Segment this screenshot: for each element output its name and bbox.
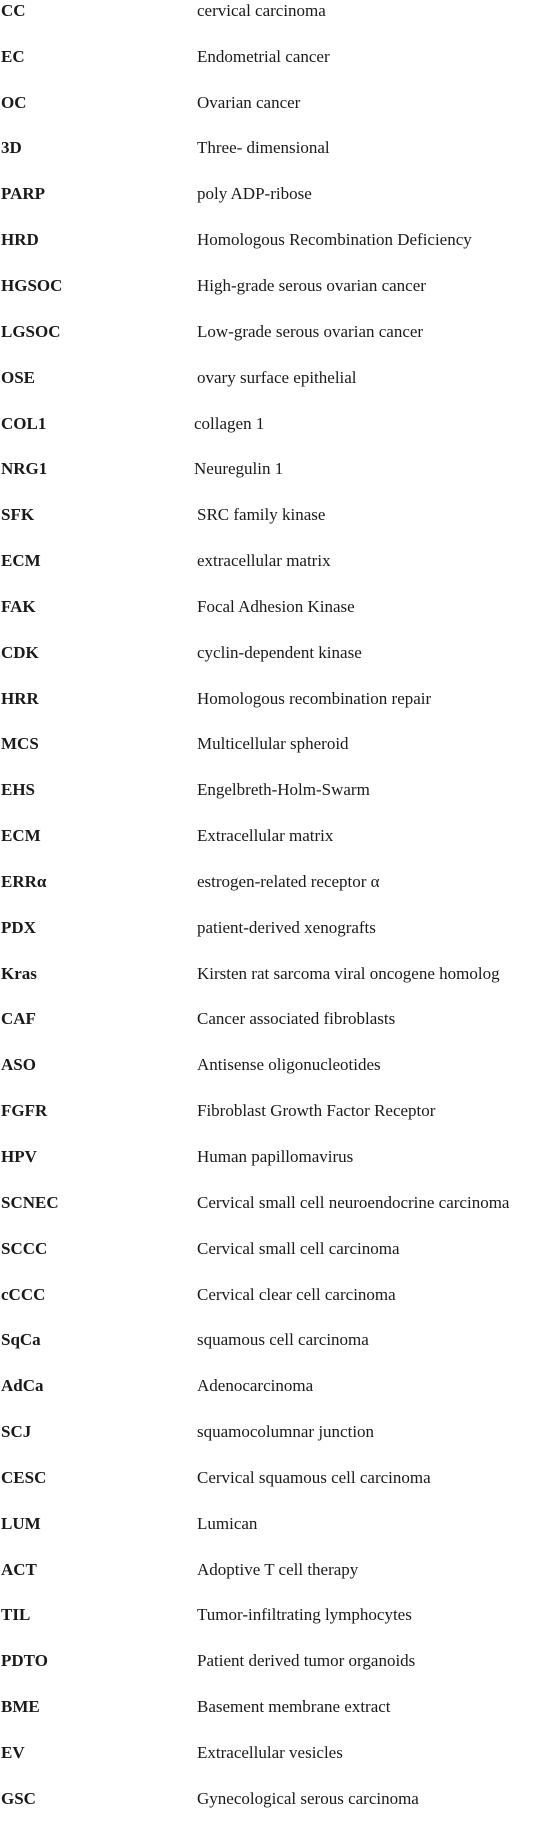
abbreviation-row	[0, 813, 558, 859]
abbreviation-row	[0, 126, 558, 172]
abbreviation-definition: Antisense oligonucleotides	[197, 1055, 381, 1075]
abbreviation-definition: extracellular matrix	[197, 551, 331, 571]
abbreviation-definition: Adoptive T cell therapy	[197, 1559, 359, 1579]
abbreviation-definition: squamocolumnar junction	[197, 1422, 375, 1442]
abbreviation-term: GSC	[1, 1788, 36, 1808]
abbreviation-definition: Low-grade serous ovarian cancer	[197, 321, 424, 341]
abbreviation-row	[0, 34, 558, 80]
abbreviation-definition: Extracellular matrix	[197, 826, 334, 846]
abbreviation-term: cCCC	[1, 1284, 46, 1304]
abbreviation-row	[0, 263, 558, 309]
abbreviation-term: PDX	[1, 917, 36, 937]
abbreviation-row	[0, 1180, 558, 1226]
abbreviation-term: SCNEC	[1, 1192, 59, 1212]
abbreviation-definition: Ovarian cancer	[197, 92, 301, 112]
abbreviation-term: EC	[1, 46, 25, 66]
abbreviation-row	[0, 905, 558, 951]
abbreviation-term: AdCa	[1, 1376, 44, 1396]
abbreviation-term: OC	[1, 92, 27, 112]
abbreviation-definition: Endometrial cancer	[197, 46, 330, 66]
abbreviation-term: FGFR	[1, 1101, 48, 1121]
abbreviation-row	[0, 1409, 558, 1455]
abbreviation-definition: Cervical small cell carcinoma	[197, 1238, 400, 1258]
abbreviation-term: ACT	[1, 1559, 37, 1579]
abbreviation-definition: Kirsten rat sarcoma viral oncogene homolog	[197, 963, 500, 983]
abbreviation-definition: Lumican	[197, 1513, 258, 1533]
abbreviation-term: EHS	[1, 780, 36, 800]
abbreviation-definition: Homologous Recombination Deficiency	[197, 230, 472, 250]
abbreviation-row	[0, 1776, 558, 1822]
abbreviation-term: HRD	[1, 230, 39, 250]
abbreviation-row	[0, 217, 558, 263]
abbreviation-row	[0, 1730, 558, 1776]
abbreviation-term: NRG1	[1, 459, 48, 479]
abbreviation-definition: Tumor-infiltrating lymphocytes	[197, 1605, 412, 1625]
abbreviation-term: PDTO	[1, 1651, 48, 1671]
abbreviation-row	[0, 1501, 558, 1547]
abbreviation-row	[0, 1272, 558, 1318]
abbreviation-definition: Homologous recombination repair	[197, 688, 432, 708]
abbreviation-definition: Basement membrane extract	[197, 1697, 391, 1717]
abbreviation-definition: High-grade serous ovarian cancer	[197, 275, 426, 295]
abbreviation-row	[0, 492, 558, 538]
abbreviation-row	[0, 676, 558, 722]
abbreviation-row	[0, 997, 558, 1043]
abbreviation-row	[0, 630, 558, 676]
abbreviation-row	[0, 722, 558, 768]
abbreviation-row	[0, 1684, 558, 1730]
abbreviation-row	[0, 1638, 558, 1684]
abbreviation-row	[0, 767, 558, 813]
abbreviation-row	[0, 171, 558, 217]
abbreviation-row	[0, 80, 558, 126]
abbreviation-definition: Extracellular vesicles	[197, 1742, 343, 1762]
abbreviation-row	[0, 1134, 558, 1180]
abbreviation-term: SFK	[1, 505, 35, 525]
abbreviation-definition: Focal Adhesion Kinase	[197, 596, 355, 616]
abbreviation-definition: Fibroblast Growth Factor Receptor	[197, 1101, 436, 1121]
abbreviation-definition: Multicellular spheroid	[197, 734, 349, 754]
abbreviation-row	[0, 1593, 558, 1639]
abbreviation-term: COL1	[1, 413, 47, 433]
abbreviation-term: ECM	[1, 551, 41, 571]
abbreviation-term: HRR	[1, 688, 39, 708]
abbreviation-term: CAF	[1, 1009, 36, 1029]
abbreviation-definition: Adenocarcinoma	[197, 1376, 314, 1396]
abbreviation-definition: Cervical small cell neuroendocrine carcinoma	[197, 1192, 510, 1212]
abbreviation-term: HPV	[1, 1147, 37, 1167]
abbreviation-term: ECM	[1, 826, 41, 846]
abbreviation-definition: squamous cell carcinoma	[197, 1330, 369, 1350]
abbreviation-term: SCJ	[1, 1422, 32, 1442]
abbreviation-row	[0, 1455, 558, 1501]
abbreviation-row	[0, 355, 558, 401]
abbreviation-definition: Three- dimensional	[197, 138, 330, 158]
abbreviation-row	[0, 951, 558, 997]
abbreviation-definition: SRC family kinase	[197, 505, 326, 525]
abbreviation-term: CESC	[1, 1467, 47, 1487]
abbreviation-row	[0, 0, 558, 34]
abbreviation-term: SqCa	[1, 1330, 41, 1350]
abbreviation-row	[0, 584, 558, 630]
abbreviation-term: BME	[1, 1697, 40, 1717]
abbreviation-definition: Cervical clear cell carcinoma	[197, 1284, 396, 1304]
abbreviation-row	[0, 1547, 558, 1593]
abbreviation-row	[0, 446, 558, 492]
abbreviation-definition: cervical carcinoma	[197, 0, 326, 20]
abbreviation-definition: cyclin-dependent kinase	[197, 642, 362, 662]
abbreviation-term: CDK	[1, 642, 39, 662]
abbreviation-term: SCCC	[1, 1238, 48, 1258]
abbreviation-term: MCS	[1, 734, 39, 754]
abbreviation-definition: Cancer associated fibroblasts	[197, 1009, 396, 1029]
abbreviation-row	[0, 859, 558, 905]
abbreviation-row	[0, 1088, 558, 1134]
abbreviation-definition: Engelbreth-Holm-Swarm	[197, 780, 370, 800]
abbreviation-term: LUM	[1, 1513, 41, 1533]
abbreviation-definition: collagen 1	[194, 413, 265, 433]
abbreviation-term: Kras	[1, 963, 37, 983]
abbreviation-row	[0, 1317, 558, 1363]
abbreviation-term: TIL	[1, 1605, 31, 1625]
abbreviation-term: EV	[1, 1742, 25, 1762]
abbreviation-term: FAK	[1, 596, 36, 616]
abbreviation-row	[0, 1226, 558, 1272]
abbreviation-row	[0, 538, 558, 584]
abbreviation-term: ASO	[1, 1055, 36, 1075]
abbreviation-row	[0, 309, 558, 355]
abbreviation-term: OSE	[1, 367, 36, 387]
abbreviation-term: HGSOC	[1, 275, 63, 295]
abbreviation-definition: poly ADP-ribose	[197, 184, 312, 204]
abbreviation-term: 3D	[1, 138, 22, 158]
abbreviation-term: ERRα	[1, 871, 47, 891]
abbreviation-row	[0, 1042, 558, 1088]
abbreviation-term: CC	[1, 0, 26, 20]
abbreviation-definition: Gynecological serous carcinoma	[197, 1788, 419, 1808]
abbreviation-definition: patient-derived xenografts	[197, 917, 376, 937]
abbreviation-term: LGSOC	[1, 321, 61, 341]
abbreviation-term: PARP	[1, 184, 46, 204]
abbreviation-row	[0, 401, 558, 447]
abbreviation-definition: Cervical squamous cell carcinoma	[197, 1467, 431, 1487]
abbreviation-definition: Human papillomavirus	[197, 1147, 354, 1167]
abbreviation-row	[0, 1363, 558, 1409]
abbreviation-definition: Patient derived tumor organoids	[197, 1651, 416, 1671]
abbreviation-definition: estrogen-related receptor α	[197, 871, 380, 891]
abbreviation-definition: ovary surface epithelial	[197, 367, 357, 387]
abbreviation-definition: Neuregulin 1	[194, 459, 284, 479]
